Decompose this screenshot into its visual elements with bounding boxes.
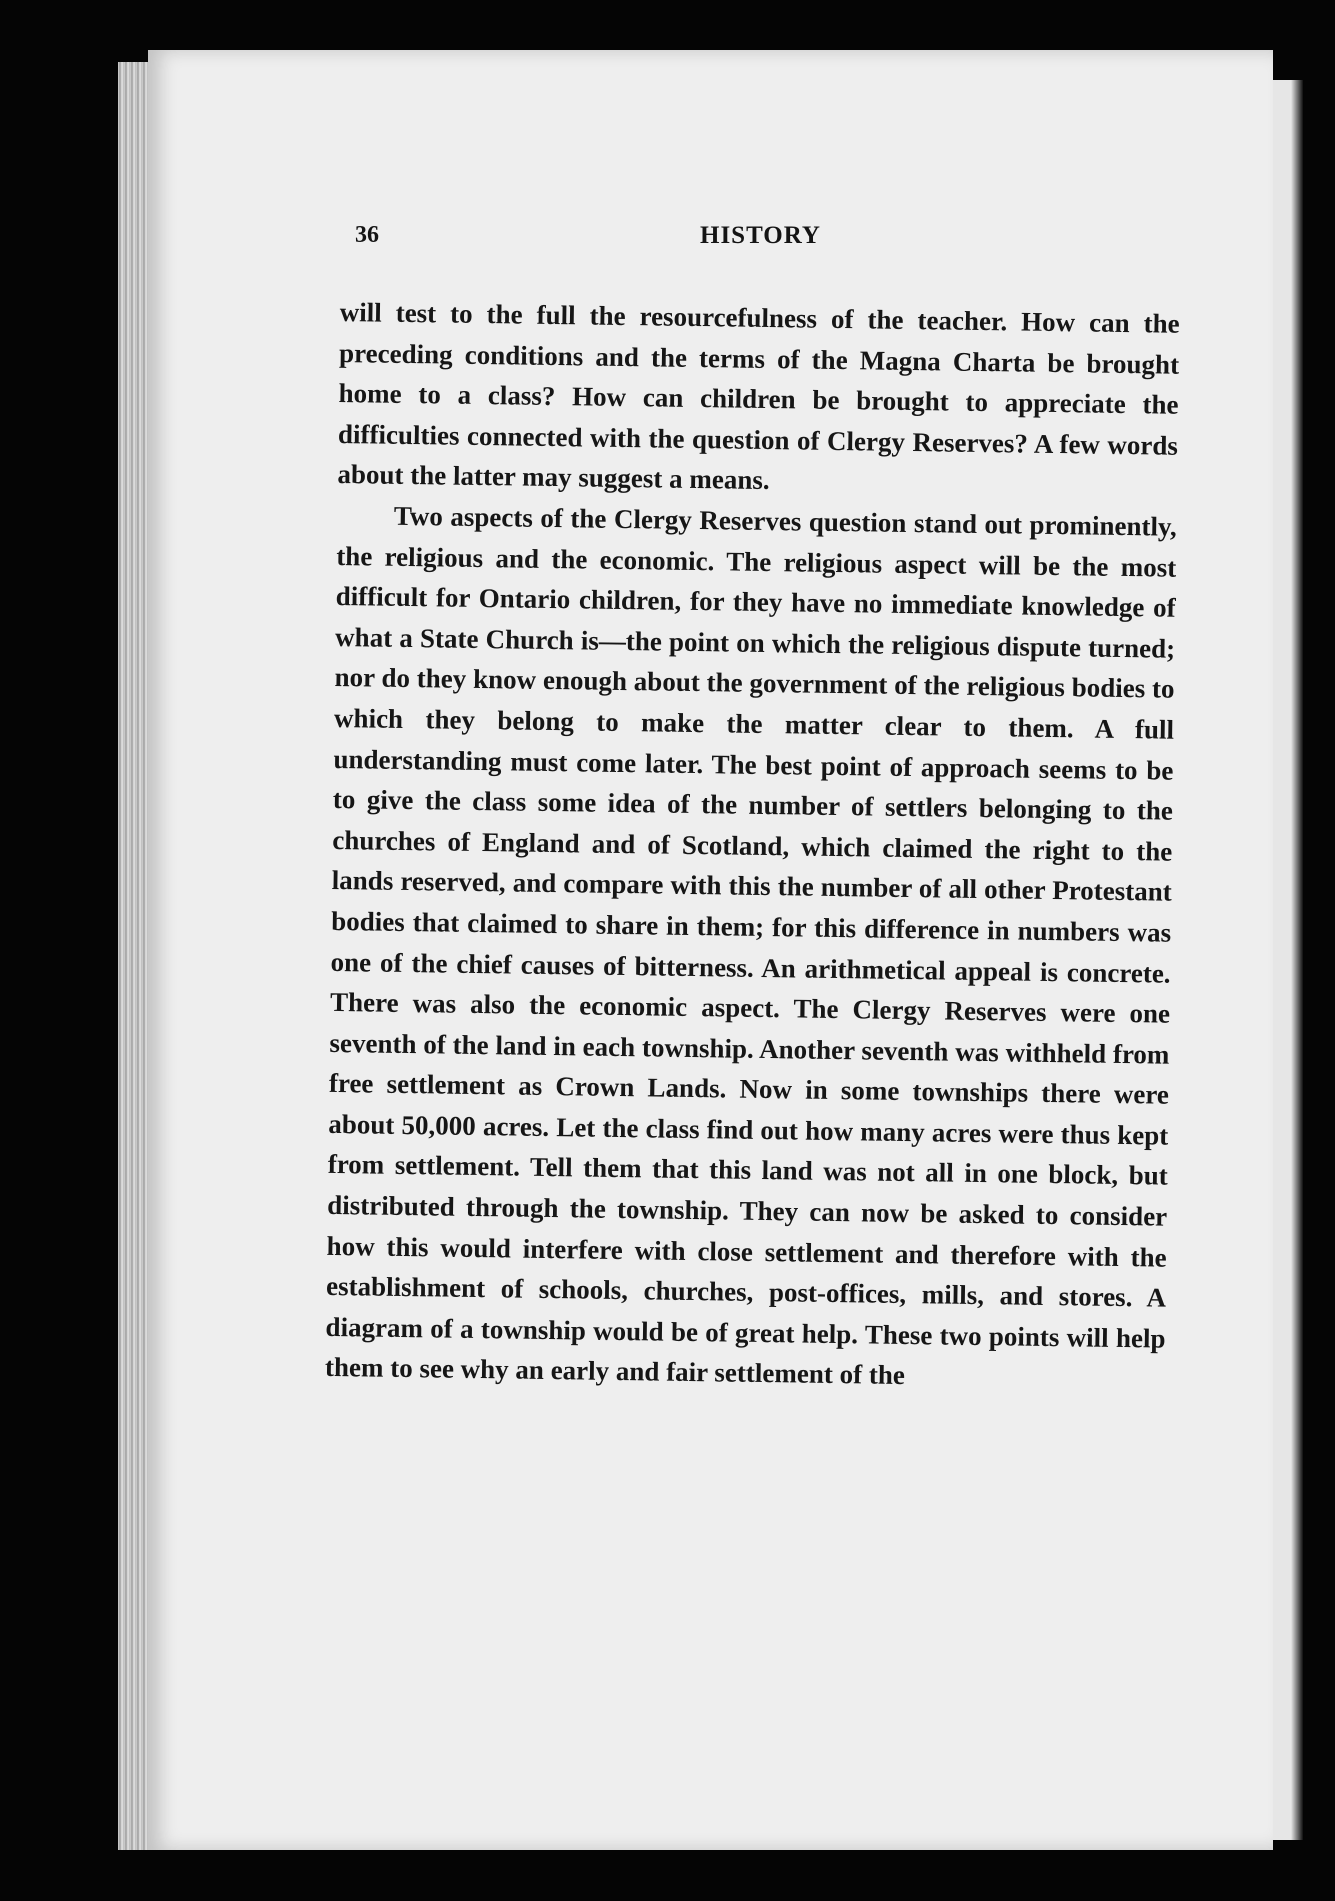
page-header — [355, 222, 835, 262]
paragraph-1: will test to the full the resourcefulness of the teacher. How can the preceding conditions and the terms of the Magna Charta be brought home to a class? How can children be brought to appreciate the difficulties connected with the question of Clergy Reserves? A few words about the latter may suggest a means. — [337, 296, 1180, 496]
facing-page-edge — [1273, 80, 1303, 1840]
body-text — [325, 292, 1180, 1400]
page-number: 36 — [355, 222, 379, 248]
paragraph-2: Two aspects of the Clergy Reserves question stand out prominently, the religious and the economic. The religious aspect will be the most difficult for Ontario children, for they have no immediate knowledge of what a State Church is—the point on which the religious dispute turned; nor do they know enough about the government of the religious bodies to which they belong to make the matter clear to them. A full understanding must come later. The best point of approach seems to be to give the class some idea of the number of settlers belonging to the churches of England and of Scotland, which claimed the right to the lands reserved, and compare with this the number of all other Protestant bodies that claimed to share in them; for this difference in numbers was one of the chief causes of bitterness. An arithmetical appeal is concrete. There was also the economic aspect. The Clergy Reserves were one seventh of the land in each township. Another seventh was withheld from free settlement as Crown Lands. Now in some townships there were about 50,000 acres. Let the class find out how many acres were thus kept from settlement. Tell them that this land was not all in one block, but distributed through the township. They can now be asked to consider how this would interfere with close settlement and therefore with the establishment of schools, churches, post-offices, mills, and stores. A diagram of a township would be of great help. These two points will help them to see why an early and fair settlement of the — [324, 500, 1178, 1391]
running-title: HISTORY — [700, 222, 821, 249]
